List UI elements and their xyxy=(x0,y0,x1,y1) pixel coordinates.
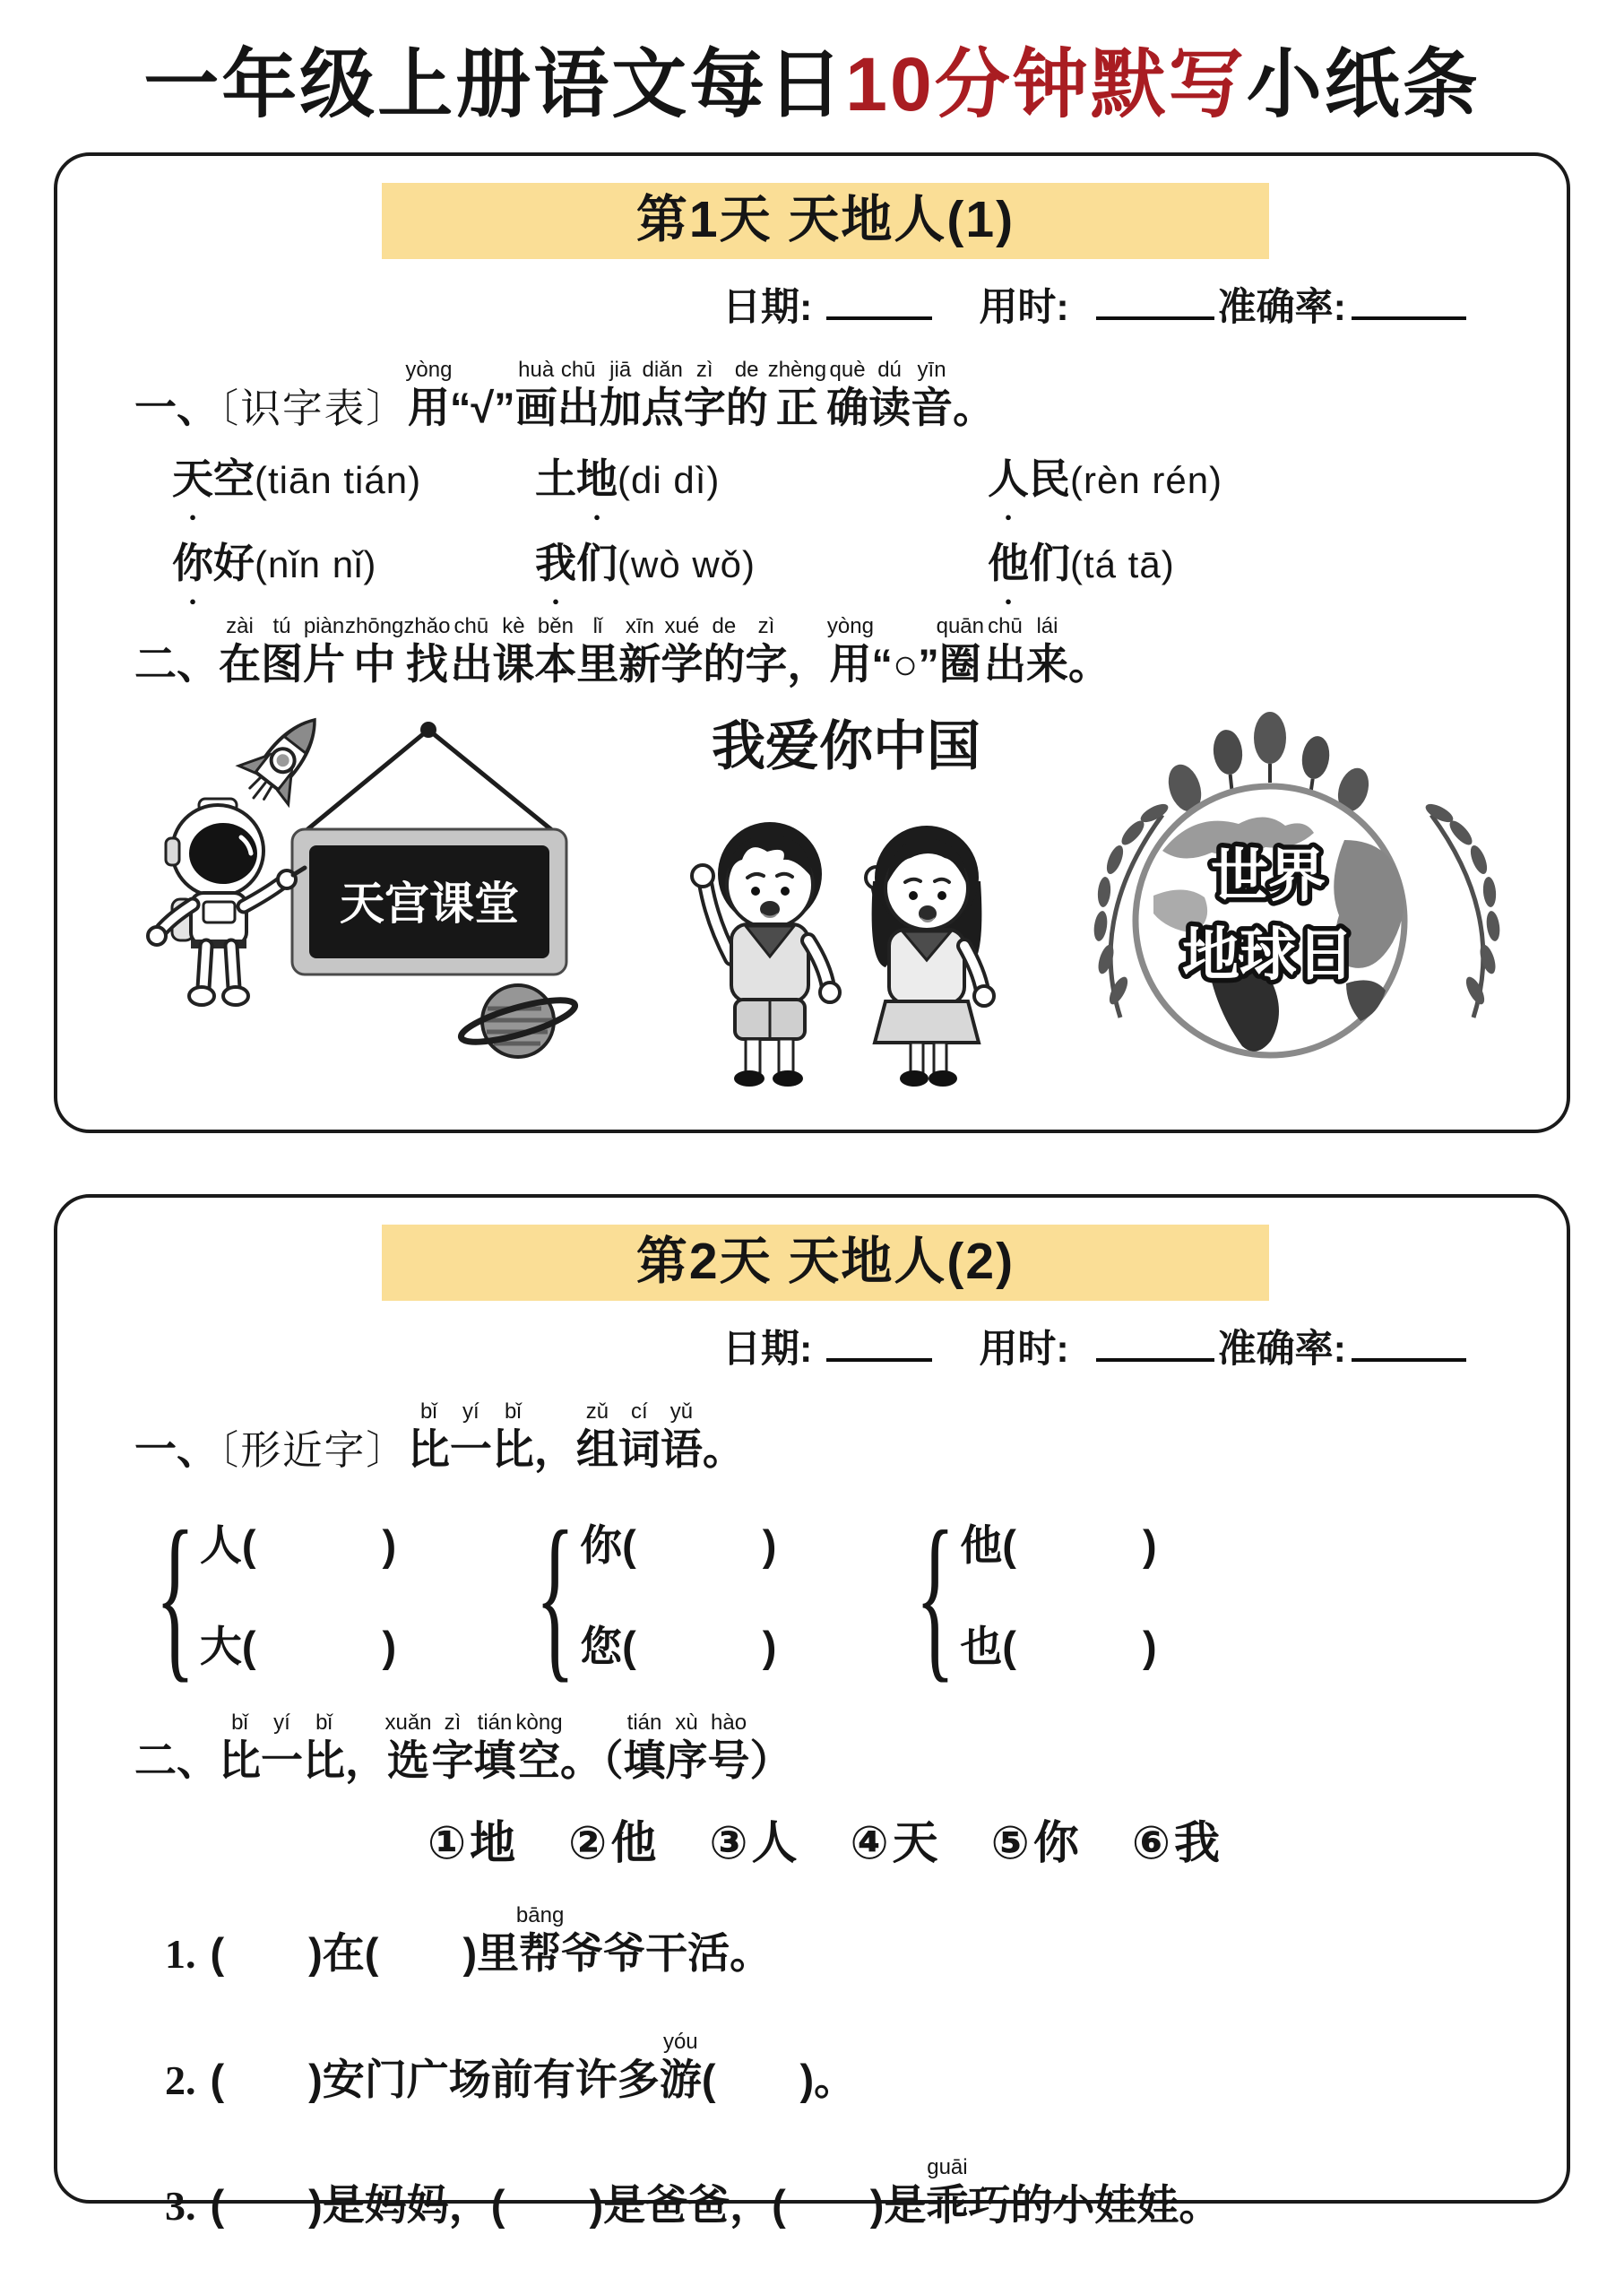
compare-pair xyxy=(155,1492,397,1698)
text-segment: (tiān tián) xyxy=(255,458,422,501)
time-blank-line xyxy=(1096,1324,1214,1362)
illustration-earth-day xyxy=(1077,706,1516,1109)
pinyin-annotated-char: 字zì xyxy=(745,613,788,688)
text-segment: ， xyxy=(533,1425,576,1473)
pinyin-annotated-char: 出chū xyxy=(983,613,1026,688)
pinyin-annotated-char: 课kè xyxy=(492,613,535,688)
text-segment: ( )。 xyxy=(701,2055,857,2103)
illustration-tiangong-classroom xyxy=(117,706,618,1091)
text-segment: 土 xyxy=(535,455,576,502)
word-item xyxy=(172,539,535,586)
emphasized-char: 你 ● xyxy=(172,542,213,584)
text-segment: (di dì) xyxy=(618,458,721,501)
pair-bottom: 也( ) xyxy=(960,1622,1157,1670)
day-1-header-text: 第1天 天地人(1) xyxy=(635,191,1015,248)
pinyin-annotated-char: 语yǔ xyxy=(660,1399,703,1473)
text-segment: (rèn rén) xyxy=(1070,458,1223,501)
rocket-icon xyxy=(229,706,339,818)
sentence-number: 2. xyxy=(165,2057,196,2103)
pinyin-annotated-char: 字zì xyxy=(683,358,726,431)
text-segment: ( )安门广场前有许多 xyxy=(210,2055,660,2103)
pinyin-annotated-char: 组zǔ xyxy=(575,1399,618,1473)
kids-caption: 我爱你中国 xyxy=(712,715,980,776)
page-title-left: 一年级上册语文每日 xyxy=(143,42,846,126)
pinyin-annotated-char: 号hào xyxy=(707,1710,750,1785)
globe-caption-line2: 地球日 xyxy=(1182,922,1354,987)
pinyin-annotated-char: 用yòng xyxy=(826,613,874,688)
sentence-item xyxy=(165,1903,1516,1978)
pinyin-annotated-char: 空kòng xyxy=(515,1710,563,1785)
pinyin-annotated-char: 的de xyxy=(725,358,768,431)
text-segment: 巧的小娃娃。 xyxy=(968,2181,1222,2230)
pair-bottom: 您( ) xyxy=(580,1622,777,1670)
word-item xyxy=(988,455,1516,502)
time-blank-line xyxy=(1096,282,1214,320)
pinyin-annotated-char: 游yóu xyxy=(659,2029,702,2103)
sentence-item xyxy=(165,2030,1516,2104)
pinyin-annotated-char: 本běn xyxy=(534,613,577,688)
compare-pair xyxy=(915,1492,1157,1698)
pinyin-annotated-char: 比bǐ xyxy=(219,1710,261,1785)
text-segment: “√” xyxy=(449,384,515,431)
day1-question-2-heading xyxy=(134,614,1516,688)
pinyin-annotated-char: 加jiā xyxy=(599,358,642,431)
pinyin-annotated-char: 找zhǎo xyxy=(403,613,451,688)
day-1-meta-line xyxy=(134,282,1466,327)
pinyin-annotated-char: 中zhōng xyxy=(345,613,404,688)
date-blank-line xyxy=(826,1324,932,1362)
emphasized-char: 地 ● xyxy=(576,458,618,499)
day-2-meta-line xyxy=(134,1324,1466,1369)
day2-question-1-heading xyxy=(134,1399,1516,1473)
pinyin-annotated-char: 一yí xyxy=(449,1399,492,1473)
text-segment: 一、 xyxy=(134,1425,219,1473)
girl-figure xyxy=(866,826,994,1087)
page-title-right: 小纸条 xyxy=(1246,42,1481,126)
text-segment: 们 xyxy=(576,539,618,586)
emphasized-char: 我 ● xyxy=(535,542,576,584)
text-segment: 爷爷干活。 xyxy=(561,1929,773,1978)
text-segment: 〔识字表〕 xyxy=(219,386,408,431)
globe-icon xyxy=(1136,786,1404,1055)
text-segment: ） xyxy=(749,1736,792,1785)
pinyin-annotated-char: 出chū xyxy=(450,613,493,688)
emphasized-char: 他 ● xyxy=(988,542,1029,584)
chalkboard-sign xyxy=(292,722,566,974)
day2-question-2-heading xyxy=(134,1710,1516,1784)
pinyin-annotated-char: 来lái xyxy=(1025,613,1068,688)
pinyin-annotated-char: 词cí xyxy=(618,1399,661,1473)
time-label: 用时: xyxy=(979,1328,1069,1371)
pair-top: 你( ) xyxy=(580,1520,777,1569)
pinyin-annotated-char: 比bǐ xyxy=(491,1399,534,1473)
accuracy-label: 准确率: xyxy=(1217,286,1346,329)
laurel-branch-right xyxy=(1423,800,1502,1017)
day-2-header-band xyxy=(382,1225,1269,1301)
compare-pair xyxy=(535,1492,777,1698)
text-segment: 二、 xyxy=(134,1736,219,1785)
page-title-highlight: 10分钟默写 xyxy=(845,42,1247,126)
text-segment: (tá tā) xyxy=(1070,542,1175,585)
pinyin-annotated-char: 帮bāng xyxy=(515,1903,565,1978)
emphasized-char: 天 ● xyxy=(172,458,213,499)
word-item xyxy=(172,455,535,502)
pinyin-annotated-char: 填tián xyxy=(623,1710,666,1785)
sentence-text xyxy=(211,2155,1222,2229)
emphasized-char: 人 ● xyxy=(988,458,1029,499)
sentence-text xyxy=(211,1903,773,1977)
pinyin-annotated-char: 比bǐ xyxy=(407,1399,450,1473)
text-segment: 。 xyxy=(1067,639,1110,688)
pinyin-annotated-char: 圈quān xyxy=(936,613,984,688)
accuracy-blank-line xyxy=(1352,1324,1466,1362)
text-segment: ( )在( )里 xyxy=(210,1929,520,1978)
pinyin-annotated-char: 画huà xyxy=(514,358,557,431)
text-segment: 〔形近字〕 xyxy=(219,1428,408,1473)
illustration-kids-waving xyxy=(642,706,1054,1100)
chalkboard-text: 天宫课堂 xyxy=(340,878,519,929)
text-segment: 一、 xyxy=(134,384,219,431)
pair-top: 他( ) xyxy=(960,1520,1157,1569)
text-segment: 空 xyxy=(213,455,255,502)
pair-top: 人( ) xyxy=(199,1520,397,1569)
sentence-item xyxy=(165,2155,1516,2230)
fill-in-sentences xyxy=(165,1903,1516,2230)
pinyin-annotated-char: 图tú xyxy=(261,613,303,688)
pinyin-annotated-char: 选xuǎn xyxy=(384,1710,432,1785)
pinyin-annotated-char: 在zài xyxy=(219,613,261,688)
saturn-icon xyxy=(457,985,578,1057)
date-blank-line xyxy=(826,282,932,320)
day-1-card xyxy=(54,152,1570,1133)
compare-pairs-row xyxy=(155,1492,1516,1698)
text-segment: 。 xyxy=(953,384,996,431)
pinyin-annotated-char: 里lǐ xyxy=(576,613,619,688)
word-choice-grid xyxy=(172,455,1516,586)
date-label: 日期: xyxy=(722,1328,813,1371)
pinyin-annotated-char: 新xīn xyxy=(618,613,661,688)
brace-glyph: { xyxy=(915,1492,956,1698)
pair-bottom: 大( ) xyxy=(199,1622,397,1670)
illustration-row xyxy=(117,706,1516,1109)
globe-caption-line1: 世界 xyxy=(1211,843,1326,908)
accuracy-label: 准确率: xyxy=(1217,1328,1346,1371)
text-segment: 二、 xyxy=(134,639,219,688)
text-segment: 。 xyxy=(702,1425,745,1473)
astronaut-figure xyxy=(148,799,305,1005)
pinyin-annotated-char: 字zì xyxy=(431,1710,474,1785)
pinyin-annotated-char: 出chū xyxy=(557,358,600,431)
time-label: 用时: xyxy=(979,286,1069,329)
brace-glyph: { xyxy=(535,1492,575,1698)
pinyin-annotated-char: 音yīn xyxy=(911,358,954,431)
pinyin-annotated-char: 学xué xyxy=(661,613,704,688)
pinyin-annotated-char: 确què xyxy=(826,358,869,431)
pinyin-annotated-char: 填tián xyxy=(473,1710,516,1785)
date-label: 日期: xyxy=(722,286,813,329)
sentence-number: 1. xyxy=(165,1931,196,1978)
text-segment: 民 xyxy=(1029,455,1070,502)
text-segment: 。（ xyxy=(560,1736,624,1785)
text-segment: ( )是妈妈，( )是爸爸，( )是 xyxy=(210,2181,927,2230)
text-segment: ， xyxy=(787,639,830,688)
day1-question-1-heading xyxy=(134,358,1516,431)
pinyin-annotated-char: 乖guāi xyxy=(926,2155,969,2230)
pinyin-annotated-char: 读dú xyxy=(868,358,911,431)
pinyin-annotated-char: 的de xyxy=(703,613,746,688)
sentence-text xyxy=(211,2030,857,2103)
character-option-list: ①地 ②他 ③人 ④天 ⑤你 ⑥我 xyxy=(427,1817,1224,1869)
sentence-number: 3. xyxy=(165,2183,196,2230)
day-2-card xyxy=(54,1194,1570,2230)
pinyin-annotated-char: 点diǎn xyxy=(641,358,684,431)
text-segment: 好 xyxy=(213,539,255,586)
text-segment: (nǐn nǐ) xyxy=(255,542,377,585)
text-segment: ， xyxy=(345,1736,387,1785)
pinyin-annotated-char: 正zhèng xyxy=(767,358,827,431)
word-item xyxy=(535,539,988,586)
accuracy-blank-line xyxy=(1352,282,1466,320)
pinyin-annotated-char: 比bǐ xyxy=(303,1710,345,1785)
pinyin-annotated-char: 用yòng xyxy=(405,358,453,431)
day-2-header-text: 第2天 天地人(2) xyxy=(635,1233,1015,1290)
text-segment: “○” xyxy=(871,639,939,688)
boy-figure xyxy=(692,822,840,1087)
word-item xyxy=(988,539,1516,586)
day-1-header-band xyxy=(382,183,1269,259)
word-item xyxy=(535,455,988,502)
pinyin-annotated-char: 片piàn xyxy=(303,613,345,688)
text-segment: (wò wǒ) xyxy=(618,542,756,585)
brace-glyph: { xyxy=(155,1492,195,1698)
pinyin-annotated-char: 一yí xyxy=(261,1710,303,1785)
page-title xyxy=(0,42,1624,126)
pinyin-annotated-char: 序xù xyxy=(665,1710,708,1785)
text-segment: 们 xyxy=(1029,539,1070,586)
